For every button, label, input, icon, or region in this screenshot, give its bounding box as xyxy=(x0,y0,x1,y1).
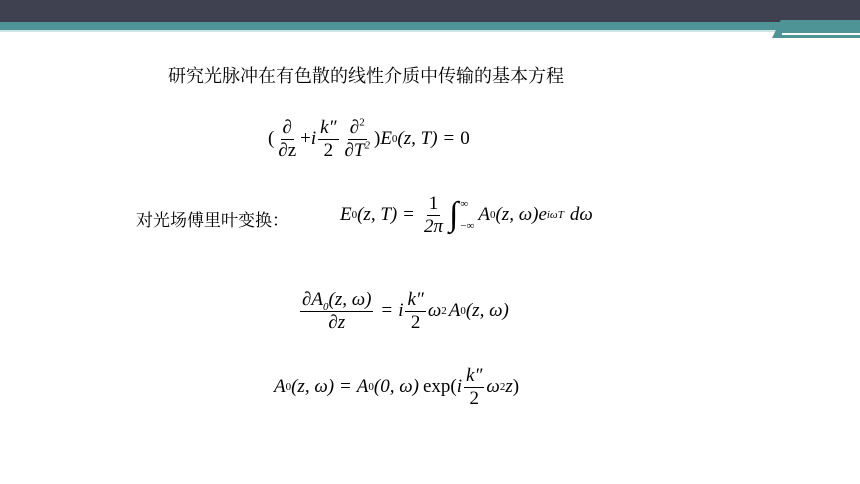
imaginary-unit: i xyxy=(310,128,317,150)
corner-tab xyxy=(772,20,860,38)
paren-close: ) xyxy=(373,128,381,150)
dispersion-fraction xyxy=(464,366,484,409)
plus-sign: + xyxy=(300,128,311,150)
integral-limits xyxy=(460,198,474,232)
variable-z: z xyxy=(505,376,513,398)
equation-fourier: E 0 (z, T) = $\frac{1}{2\pi}$ ∫ ∞ −∞ A 0 (z, ω) e iωT d ω xyxy=(340,193,593,237)
exp-function: exp( xyxy=(422,376,457,398)
spectrum-A: A xyxy=(448,300,461,322)
spectrum-arguments: (z, ω) xyxy=(465,300,509,322)
exponential-base: e xyxy=(538,204,547,226)
spectrum-A: A xyxy=(274,376,286,398)
fraction-denominator: ∂z xyxy=(328,311,346,333)
equals-sign: = xyxy=(381,300,393,322)
partial-T: ∂T xyxy=(344,139,365,161)
accent-band xyxy=(0,22,860,30)
fraction-denominator xyxy=(343,140,372,161)
paren-open: ( xyxy=(268,128,275,150)
spectrum-A: A xyxy=(478,204,490,226)
imaginary-unit: i xyxy=(456,376,463,398)
field-E: E xyxy=(340,204,352,226)
field-arguments: (z, T) xyxy=(357,204,398,226)
field-E: E xyxy=(380,128,392,150)
fraction-denominator: 2 xyxy=(410,311,421,333)
spectrum-arguments: (z, ω) xyxy=(495,204,539,226)
normalization-fraction xyxy=(422,194,445,237)
differential-d: d xyxy=(569,204,580,226)
second-partial-fraction xyxy=(343,118,372,161)
equation-solution: A 0 (z, ω) = A 0 (0, ω) exp( i $\frac{k''}{2}$ ω 2 z ) xyxy=(274,365,520,409)
omega: ω xyxy=(427,300,442,322)
derivative-fraction xyxy=(300,290,373,333)
fraction-numerator: k″ xyxy=(407,289,424,310)
fraction-numerator: ∂ xyxy=(282,117,292,138)
exponent: 2 xyxy=(364,139,370,152)
fraction-denominator: 2 xyxy=(469,387,479,409)
omega: ω xyxy=(579,204,593,226)
fourier-transform-label: 对光场傅里叶变换： xyxy=(136,211,289,231)
fraction-numerator: k″ xyxy=(466,365,483,386)
slide-heading: 研究光脉冲在有色散的线性介质中传输的基本方程 xyxy=(168,66,564,87)
partial-symbol: ∂ xyxy=(349,117,360,138)
fraction-denominator: 2π xyxy=(423,215,443,237)
fraction-denominator: ∂z xyxy=(278,139,297,161)
imaginary-unit: i xyxy=(398,300,404,322)
equation-spectral-evolution: $\frac{\partial A_0(z, \omega)}{\partial z}$ = i $\frac{k''}{2}$ ω 2 A 0 (z, ω) xyxy=(302,289,509,333)
accent-line xyxy=(0,30,860,32)
spectrum-arguments: (z, ω) xyxy=(328,289,372,310)
equals-sign: = xyxy=(443,128,455,150)
omega: ω xyxy=(486,376,500,398)
partial-z-fraction xyxy=(276,118,298,161)
equation-propagation: ( $\frac{\partial}{\partial z}$ + i $\frac{k''}{2}$ $\frac{\partial^2}{\partial T^2}$ ) E 0 (z, T) = 0 xyxy=(268,116,470,161)
dispersion-fraction xyxy=(318,118,338,161)
equals-sign: = xyxy=(403,204,414,226)
right-hand-side: 0 xyxy=(460,128,470,150)
rhs-arguments: (0, ω) xyxy=(373,376,419,398)
field-arguments: (z, T) xyxy=(397,128,438,150)
upper-limit: ∞ xyxy=(460,198,469,211)
fraction-numerator xyxy=(300,290,373,312)
dispersion-fraction xyxy=(405,290,425,333)
fraction-numerator: k″ xyxy=(320,117,337,138)
subscript: 0 xyxy=(323,300,329,313)
partial-A: ∂A xyxy=(302,289,323,310)
fraction-numerator xyxy=(348,118,367,140)
fraction-denominator: 2 xyxy=(323,139,334,161)
equals-sign: = xyxy=(340,376,351,398)
title-banner xyxy=(0,0,860,22)
paren-close: ) xyxy=(512,376,520,398)
integral-sign: ∫ xyxy=(448,196,459,234)
exponent: iωT xyxy=(546,209,564,222)
corner-tab-stripe xyxy=(782,33,860,35)
exponent: 2 xyxy=(359,116,365,129)
spectrum-A: A xyxy=(356,376,369,398)
fraction-numerator: 1 xyxy=(428,193,439,214)
lower-limit: −∞ xyxy=(460,220,475,233)
lhs-arguments: (z, ω) xyxy=(291,376,335,398)
